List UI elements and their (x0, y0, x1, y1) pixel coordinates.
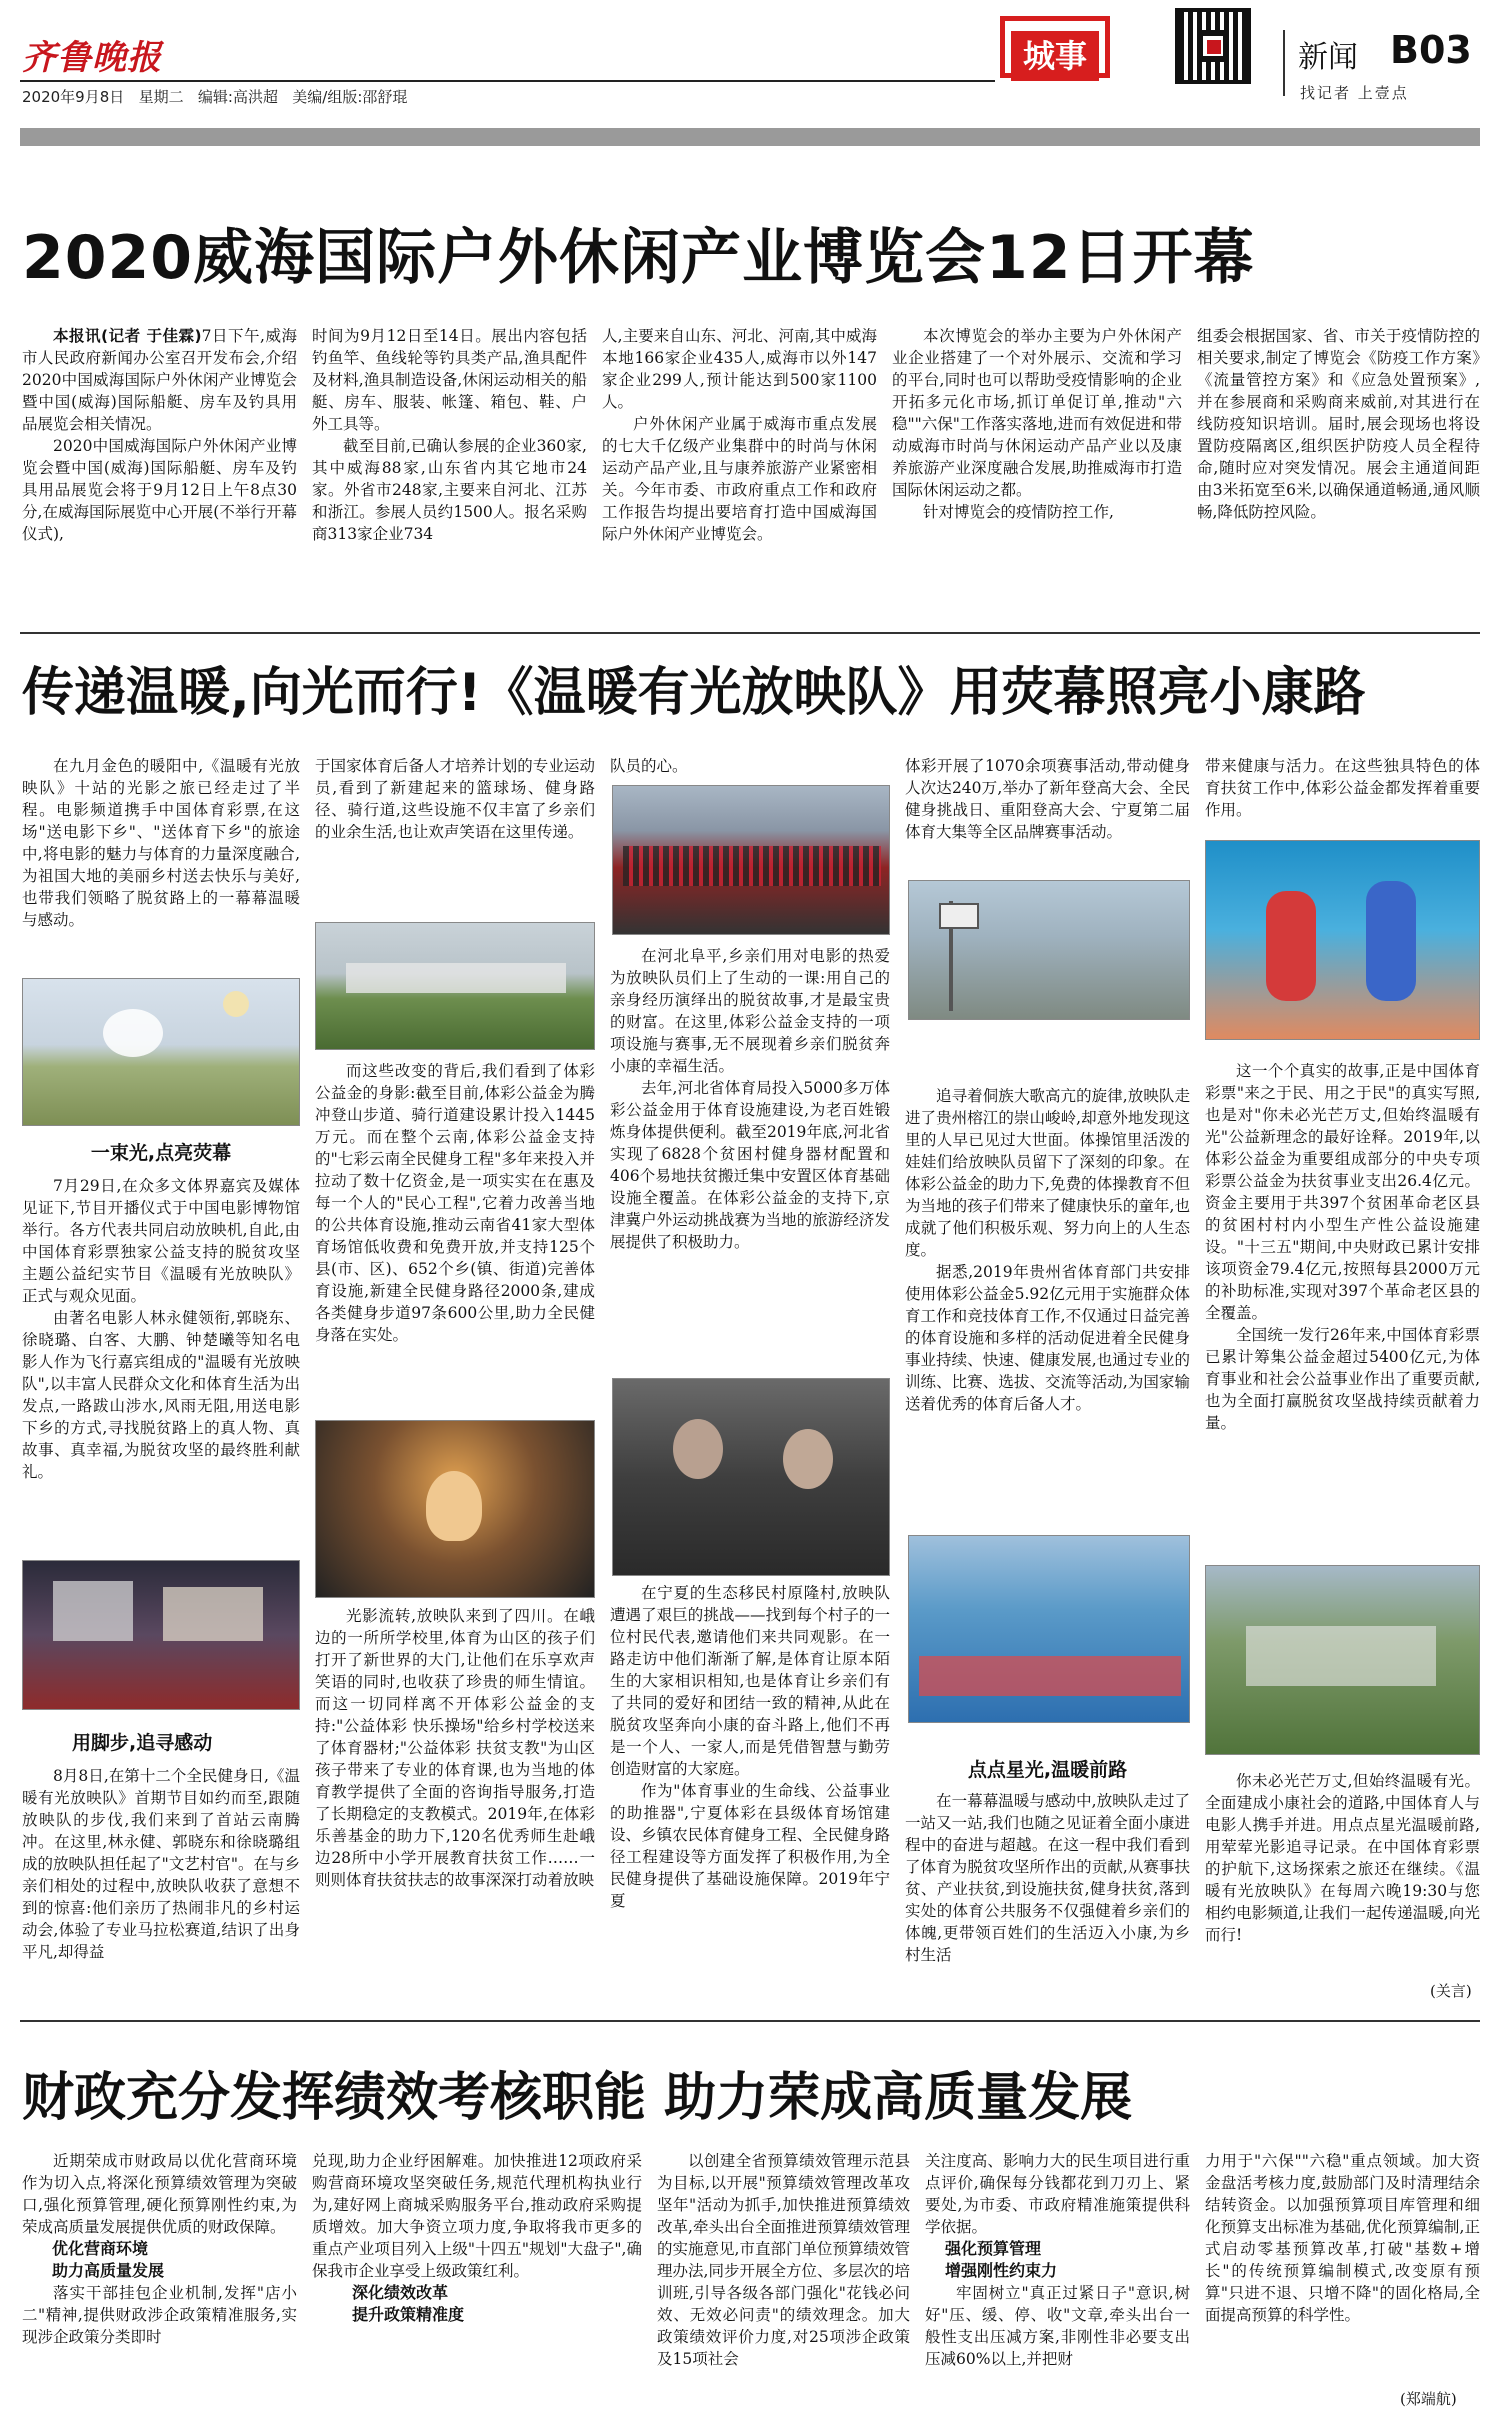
article3-col5: 力用于"六保""六稳"重点领域。加大资金盘活考核力度,鼓励部门及时清理结余结转资金。以加强预算项目库管理和细化预算支出标准为基础,优化预算编制,正式启动零基预算改革,打破"基数+增长"的传统预算编制模式,改变原有预算"只进不退、只增不降"的固化格局,全面提高预算的科学性。 (1205, 2152, 1480, 2324)
article2-photo-basketball (908, 880, 1190, 1020)
article2-photo-girls-gymnastics (1205, 840, 1480, 1040)
article2-col2-mid: 而这些改变的背后,我们看到了体彩公益金的身影:截至目前,体彩公益金为腾冲登山步道、骑行道建设累计投入1445万元。而在整个云南,体彩公益金支持的"七彩云南全民健身工程"多年来投入并拉动了数十亿资金,是一项实实在在惠及每一个人的"民心工程",它着力改善当地的公共体育设施,推动云南省41家大型体育场馆低收费和免费开放,并支持125个县(市、区)、652个乡(镇、街道)完善体育设施,新建全民健身路径2000条,建成各类健身步道97条600公里,助力全民健身落在实处。 (315, 1062, 595, 1344)
qr-code-icon (1175, 8, 1251, 84)
issue-weekday: 星期二 (138, 88, 184, 106)
article3-headline: 财政充分发挥绩效考核职能 助力荣成高质量发展 (22, 2068, 1133, 2128)
article2-subhead2: 用脚步,追寻感动 (72, 1732, 213, 1754)
article1-col3: 人,主要来自山东、河北、河南,其中威海本地166家企业435人,威海市以外147家企业299人,预计能达到500家1100人。 户外休闲产业属于威海市重点发展的七大千亿级产业集群中的时尚与休闲运动产品产业,且与康养旅游产业紧密相关。今年市委、市政府重点工作和政府工作报告均提出要培育打造中国威海国际户外休闲产业博览会。 (602, 327, 877, 543)
section-tab (1000, 16, 1110, 78)
article2-col2-bottom: 光影流转,放映队来到了四川。在峨边的一所所学校里,体育为山区的孩子们打开了新世界的大门,让他们在乐享欢声笑语的同时,也收获了珍贵的师生情谊。而这一切同样离不开体彩公益金的支持:"公益体彩 快乐操场"给乡村学校送来了体育器材;"公益体彩 扶贫支教"为山区孩子带来了专业的体育课,也为当地的体育教学提供了全面的咨询指导服务,打造了长期稳定的支教模式。2019年,在体彩乐善基金的助力下,120名优秀师生赴峨边28所中小学开展教育扶贫工作……一则则体育扶贫扶志的故事深深打动着放映 (315, 1607, 595, 1889)
article2-headline: 传递温暖,向光而行!《温暖有光放映队》用荧幕照亮小康路 (22, 663, 1366, 723)
page-number: B03 (1390, 28, 1472, 72)
article1-headline: 2020威海国际户外休闲产业博览会12日开幕 (22, 223, 1255, 293)
article2-credit: (关言) (1430, 1982, 1472, 2000)
article2-col5-top: 带来健康与活力。在这些独具特色的体育扶贫工作中,体彩公益金都发挥着重要作用。 (1205, 757, 1480, 819)
editor-credit: 编辑:高洪超 (197, 88, 278, 106)
header-divider (1283, 30, 1285, 96)
article3-col4: 关注度高、影响力大的民生项目进行重点评价,确保每分钱都花到刀刃上、紧要处,为市委、市政府精准施策提供科学依据。 强化预算管理 增强刚性约束力 牢固树立"真正过紧日子"意识,树好"压、缓、停、收"文章,牵头出台一般性支出压减方案,非刚性非必要支出压减60%以上,并把财 (925, 2152, 1190, 2368)
article2-photo-gymnasium (908, 1535, 1190, 1723)
header-bar (20, 128, 1480, 146)
article1-rule (20, 632, 1480, 634)
article2-col3-mid: 在河北阜平,乡亲们用对电影的热爱为放映队员们上了生动的一课:用自己的亲身经历演绎出的脱贫故事,才是最宝贵的财富。在这里,体彩公益金支持的一项项设施与赛事,无不展现着乡亲们脱贫奔小康的幸福生活。 去年,河北省体育局投入5000多万体彩公益金用于体育设施建设,为老百姓锻炼身体提供便利。截至2019年底,河北省实现了6828个贫困村健身器材配置和406个易地扶贫搬迁集中安置区体育基础设施全覆盖。在体彩公益金的支持下,京津冀户外运动挑战赛为当地的旅游经济发展提供了积极助力。 (610, 947, 890, 1251)
article2-col4-bottom: 在一幕幕温暖与感动中,放映队走过了一站又一站,我们也随之见证着全面小康进程中的奋进与超越。在这一程中我们看到了体育为脱贫攻坚所作出的贡献,从赛事扶贫、产业扶贫,到设施扶贫,健身扶贫,落到实处的体育公共服务不仅强健着乡亲们的体魄,更带领百姓们的生活迈入小康,为乡村生活 (905, 1792, 1190, 1964)
article2-photo-rice-field (22, 978, 300, 1126)
article2-photo-ceremony (22, 1560, 300, 1710)
article2-subhead3: 点点星光,温暖前路 (967, 1759, 1128, 1781)
article1-lead: 本报讯(记者 于佳霖) (53, 327, 202, 345)
article3-subhead1b: 助力高质量发展 (52, 2261, 165, 2280)
article2-col5-mid: 这一个个真实的故事,正是中国体育彩票"来之于民、用之于民"的真实写照,也是对"你未必光芒万丈,但始终温暖有光"公益新理念的最好诠释。2019年,以体彩公益金为重要组成部分的中央专项彩票公益金为扶贫事业支出26.4亿元。资金主要用于共397个贫困革命老区县的贫困村村内小型生产性公益设施建设。"十三五"期间,中央财政已累计安排该项资金79.4亿元,按照每县2000万元的补助标准,实现对397个革命老区县的全覆盖。 全国统一发行26年来,中国体育彩票已累计筹集公益金超过5400亿元,为体育事业和社会公益事业作出了重要贡献,也为全面打赢脱贫攻坚战持续贡献着力量。 (1205, 1062, 1480, 1432)
article2-col3-bottom: 在宁夏的生态移民村原隆村,放映队遭遇了艰巨的挑战——找到每个村子的一位村民代表,邀请他们来共同观影。在一路走访中他们渐渐了解,是体育让原本陌生的大家相识相知,也是体育让乡亲们有了共同的爱好和团结一致的精神,从此在脱贫攻坚奔向小康的奋斗路上,他们不再是一个人、一家人,而是凭借智慧与勤劳创造财富的大家庭。 作为"体育事业的生命线、公益事业的助推器",宁夏体彩在县级体育场馆建设、乡镇农民体育健身工程、全民健身路径工程建设等方面发挥了积极作用,为全民健身提供了基础设施保障。2019年宁夏 (610, 1584, 890, 1910)
issue-meta (22, 86, 407, 107)
issue-date: 2020年9月8日 (22, 88, 125, 106)
article3-col1: 近期荣成市财政局以优化营商环境作为切入点,将深化预算绩效管理为突破口,强化预算管理,硬化预算刚性约束,为荣成高质量发展提供优质的财政保障。 优化营商环境 助力高质量发展 落实干部挂包企业机制,发挥"店小二"精神,提供财政涉企政策精准服务,实现涉企政策分类即时 (22, 2152, 297, 2346)
article2-col1-top: 在九月金色的暖阳中,《温暖有光放映队》十站的光影之旅已经走过了半程。电影频道携手中国体育彩票,在这场"送电影下乡"、"送体育下乡"的旅途中,将电影的魅力与体育的力量深度融合,为祖国大地的美丽乡村送去快乐与美好,也带我们领略了脱贫路上的一幕幕温暖与感动。 (22, 757, 300, 929)
article3-subhead4a: 强化预算管理 (945, 2239, 1042, 2258)
article1-col1: 本报讯(记者 于佳霖)7日下午,威海市人民政府新闻办公室召开发布会,介绍2020中国威海国际户外休闲产业博览会暨中国(威海)国际船艇、房车及钓具用品展览会相关情况。 2020中国威海国际户外休闲产业博览会暨中国(威海)国际船艇、房车及钓具用品展览会将于9月12日上午8点30分,在威海国际展览中心开展(不举行开幕仪式), (22, 327, 297, 543)
article1-col4: 本次博览会的举办主要为户外休闲产业企业搭建了一个对外展示、交流和学习的平台,同时也可以帮助受疫情影响的企业开拓多元化市场,抓订单促订单,推动"六稳""六保"工作落实落地,进而有效促进和带动威海市时尚与休闲运动产品产业以及康养旅游产业深度融合发展,助推威海市打造国际休闲运动之都。 针对博览会的疫情防控工作, (892, 327, 1182, 521)
article2-col1-bottom: 8月8日,在第十二个全民健身日,《温暖有光放映队》首期节目如约而至,跟随放映队的步伐,我们来到了首站云南腾冲。在这里,林永健、郭晓东和徐晓璐组成的放映队担任起了"文艺村官"。在与乡亲们相处的过程中,放映队收获了意想不到的惊喜:他们亲历了热闹非凡的乡村运动会,体验了专业马拉松赛道,结识了出身平凡,却得益 (22, 1767, 300, 1961)
article2-subhead1: 一束光,点亮荧幕 (90, 1142, 232, 1164)
article2-photo-group (612, 785, 890, 935)
article2-col3-top: 队员的心。 (610, 757, 688, 775)
article2-col4-mid: 追寻着侗族大歌高亢的旋律,放映队走进了贵州榕江的崇山峻岭,却意外地发现这里的人早已见过大世面。体操馆里活泼的娃娃们给放映队员留下了深刻的印象。在体彩公益金的助力下,免费的体操教育不但为当地的孩子们带来了健康快乐的童年,也成就了他们积极乐观、努力向上的人生态度。 据悉,2019年贵州省体育部门共安排使用体彩公益金5.92亿元用于实施群众体育工作和竞技体育工作,不仅通过日益完善的体育设施和多样的活动促进着全民健身事业持续、快速、健康发展,也通过专业的训练、比赛、选拔、交流等活动,为国家输送着优秀的体育后备人才。 (905, 1087, 1190, 1413)
article2-photo-lanterns (315, 1420, 595, 1598)
article2-rule (20, 2020, 1480, 2022)
section-label: 城事 (1011, 31, 1099, 81)
article3-col3: 以创建全省预算绩效管理示范县为目标,以开展"预算绩效管理改革攻坚年"活动为抓手,加快推进预算绩效改革,牵头出台全面推进预算绩效管理的实施意见,市直部门单位预算绩效管理办法,同步开展全方位、多层次的培训班,引导各级各部门强化"花钱必问效、无效必问责"的绩效理念。加大政策绩效评价力度,对25项涉企政策及15项社会 (657, 2152, 910, 2368)
article3-subhead2a: 深化绩效改革 (352, 2283, 449, 2302)
article3-subhead1a: 优化营商环境 (52, 2239, 149, 2258)
page-subline: 找记者 上壹点 (1300, 84, 1409, 102)
article3-subhead4b: 增强刚性约束力 (945, 2261, 1058, 2280)
article1-col2: 时间为9月12日至14日。展出内容包括钓鱼竿、鱼线轮等钓具类产品,渔具配件及材料,渔具制造设备,休闲运动相关的船艇、房车、服装、帐篷、箱包、鞋、户外工具等。 截至目前,已确认参展的企业360家,其中威海88家,山东省内其它地市24家。外省市248家,主要来自河北、江苏和浙江。参展人员约1500人。报名采购商313家企业734 (312, 327, 587, 543)
article2-photo-film-scene (612, 1378, 890, 1576)
article3-col2: 兑现,助力企业纾困解难。加快推进12项政府采购营商环境攻坚突破任务,规范代理机构执业行为,建好网上商城采购服务平台,推动政府采购提质增效。加大争资立项力度,争取将我市更多的重点产业项目列入上级"十四五"规划"大盘子",确保我市企业享受上级政策红利。 深化绩效改革 提升政策精准度 (312, 2152, 642, 2324)
article1-col5: 组委会根据国家、省、市关于疫情防控的相关要求,制定了博览会《防疫工作方案》《流量管控方案》和《应急处置预案》,并在参展商和采购商来威前,对其进行在线防疫知识培训。届时,展会现场也将设置防疫隔离区,组织医护防疫人员全程待命,随时应对突发情况。展会主通道间距由3米拓宽至6米,以确保通道畅通,通风顺畅,降低防控风险。 (1197, 327, 1480, 521)
article2-col5-bottom: 你未必光芒万丈,但始终温暖有光。全面建成小康社会的道路,中国体育人与电影人携手并进。用点点星光温暖前路,用荤荤光影追寻记录。在中国体育彩票的护航下,这场探索之旅还在继续。《温暖有光放映队》在每周六晚19:30与您相约电影频道,让我们一起传递温暖,向光而行! (1205, 1772, 1480, 1944)
article2-photo-village-screening (1205, 1565, 1480, 1755)
article2-photo-cycling (315, 922, 595, 1050)
article3-credit: (郑端航) (1400, 2390, 1457, 2408)
newspaper-logo: 齐鲁晚报 (22, 38, 162, 78)
page-label: 新闻 (1298, 40, 1358, 75)
article2-col4-top: 体彩开展了1070余项赛事活动,带动健身人次达240万,举办了新年登高大会、全民健身挑战日、重阳登高大会、宁夏第二届体育大集等全区品牌赛事活动。 (905, 757, 1190, 841)
designer-credit: 美编/组版:邵舒琨 (292, 88, 408, 106)
article3-subhead2b: 提升政策精准度 (352, 2305, 465, 2324)
masthead-rule (20, 80, 995, 82)
article2-col1-mid: 7月29日,在众多文体界嘉宾及媒体见证下,节目开播仪式于中国电影博物馆举行。各方代表共同启动放映机,自此,由中国体育彩票独家公益支持的脱贫攻坚主题公益纪实节目《温暖有光放映队》正式与观众见面。 由著名电影人林永健领衔,郭晓东、徐晓璐、白客、大鹏、钟楚曦等知名电影人作为飞行嘉宾组成的"温暖有光放映队",以丰富人民群众文化和体育生活为出发点,一路跋山涉水,风雨无阻,用送电影下乡的方式,寻找脱贫路上的真人物、真故事、真幸福,为脱贫攻坚的最终胜利献礼。 (22, 1177, 300, 1481)
article2-col2-top: 于国家体育后备人才培养计划的专业运动员,看到了新建起来的篮球场、健身路径、骑行道,这些设施不仅丰富了乡亲们的业余生活,也让欢声笑语在这里传递。 (315, 757, 595, 841)
